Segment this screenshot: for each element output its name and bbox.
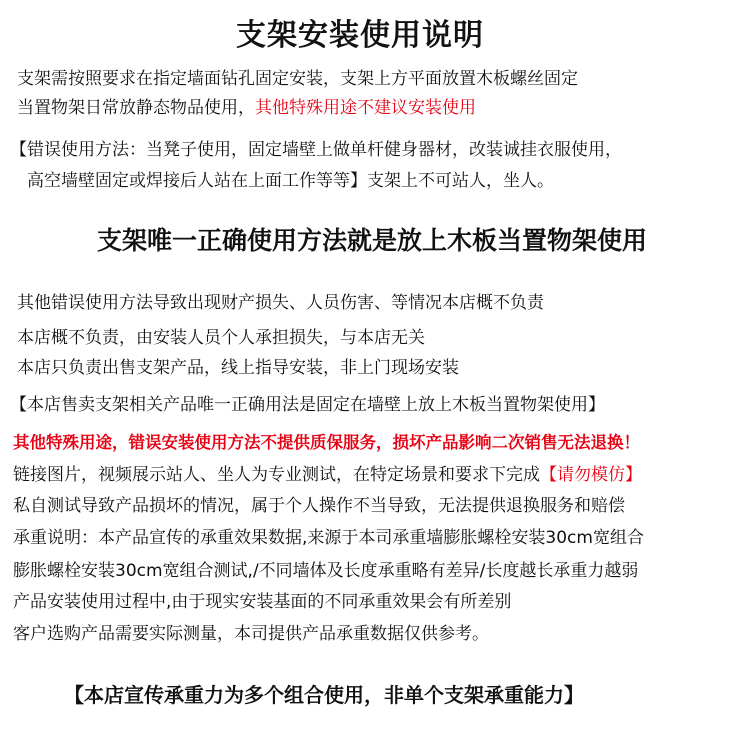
bottom-note: 【本店宣传承重力为多个组合使用，非单个支架承重能力】 bbox=[64, 683, 584, 707]
intro-line-2-normal: 当置物架日常放静态物品使用， bbox=[17, 98, 255, 118]
disclaimer-line-2: 本店概不负责，由安装人员个人承担损失，与本店无关 bbox=[17, 328, 425, 348]
page-title: 支架安装使用说明 bbox=[236, 18, 484, 53]
disclaimer-line-1: 其他错误使用方法导致出现财产损失、人员伤害、等情况本店概不负责 bbox=[17, 293, 544, 313]
intro-line-1: 支架需按照要求在指定墙面钻孔固定安装，支架上方平面放置木板螺丝固定 bbox=[17, 69, 578, 89]
self-test-notice: 私自测试导致产品损坏的情况，属于个人操作不当导致，无法提供退换服务和赔偿 bbox=[13, 496, 625, 516]
load-line-3: 产品安装使用过程中,由于现实安装基面的不同承重效果会有所差别 bbox=[13, 592, 512, 612]
intro-line-2 bbox=[17, 100, 476, 117]
demo-notice bbox=[13, 467, 642, 484]
misuse-line-1: 【错误使用方法：当凳子使用，固定墙壁上做单杆健身器材，改装诚挂衣服使用， bbox=[10, 140, 622, 160]
load-line-2: 膨胀螺栓安装30cm宽组合测试,/不同墙体及长度承重略有差异/长度越长承重力越弱 bbox=[13, 561, 639, 581]
intro-line-2-warning: 其他特殊用途不建议安装使用 bbox=[255, 98, 476, 118]
section-subtitle: 支架唯一正确使用方法就是放上木板当置物架使用 bbox=[97, 226, 648, 255]
load-line-1: 承重说明：本产品宣传的承重效果数据,来源于本司承重墙膨胀螺栓安装30cm宽组合 bbox=[13, 528, 644, 548]
disclaimer-line-3: 本店只负责出售支架产品，线上指导安装，非上门现场安装 bbox=[17, 358, 459, 378]
load-line-4: 客户选购产品需要实际测量，本司提供产品承重数据仅供参考。 bbox=[13, 624, 489, 644]
misuse-line-2: 高空墙壁固定或焊接后人站在上面工作等等】支架上不可站人，坐人。 bbox=[27, 171, 554, 191]
disclaimer-line-4: 【本店售卖支架相关产品唯一正确用法是固定在墙壁上放上木板当置物架使用】 bbox=[10, 395, 605, 415]
do-not-imitate-label: 【请勿模仿】 bbox=[540, 465, 642, 485]
demo-notice-text: 链接图片，视频展示站人、坐人为专业测试，在特定场景和要求下完成 bbox=[13, 465, 540, 485]
warranty-warning: 其他特殊用途，错误安装使用方法不提供质保服务，损坏产品影响二次销售无法退换！ bbox=[13, 433, 640, 452]
